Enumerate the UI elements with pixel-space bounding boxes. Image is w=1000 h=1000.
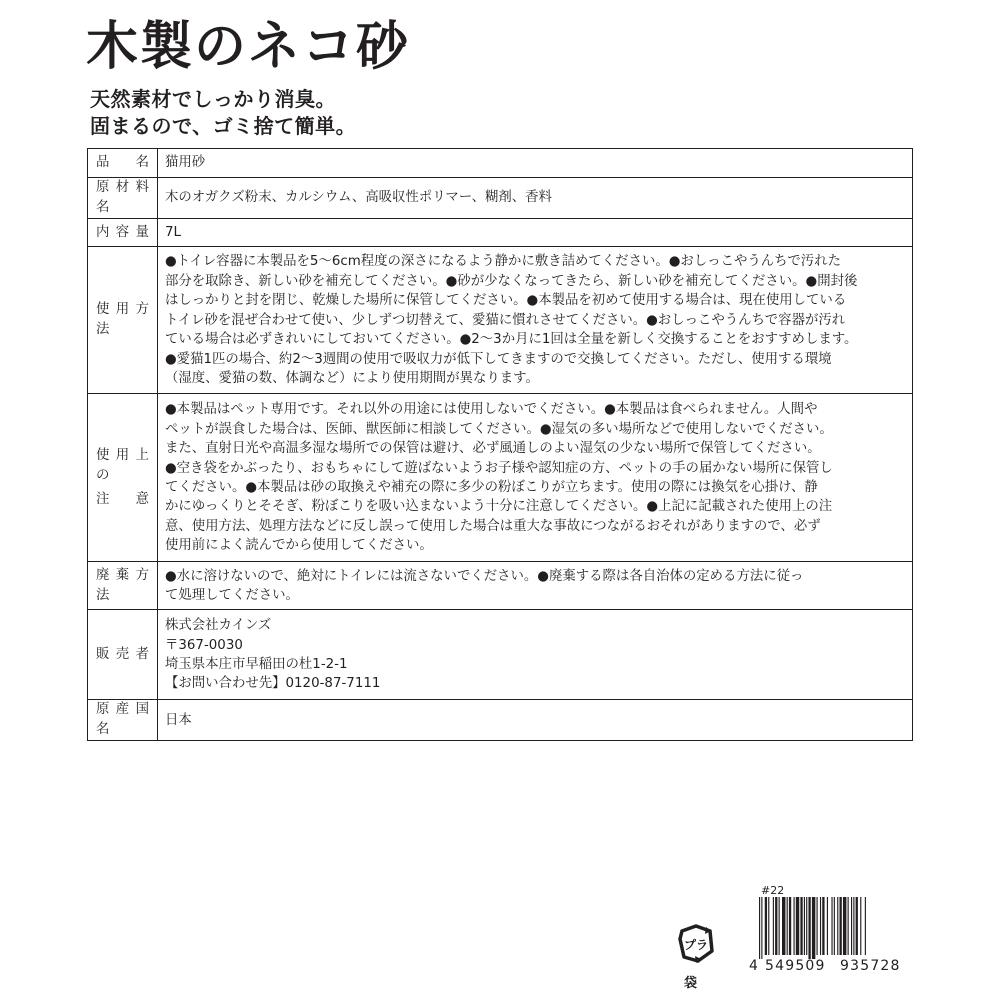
barcode-digit-lead: 4 — [749, 958, 760, 974]
barcode-bar — [796, 897, 799, 955]
barcode-digits-left: 549509 — [765, 958, 826, 974]
seller-address: 埼玉県本庄市早稲田の杜1-2-1 — [165, 656, 348, 672]
barcode-bar — [856, 897, 858, 955]
usage-line: （湿度、愛猫の数、体調など）により使用期間が異なります。 — [165, 370, 539, 386]
barcode-bar — [853, 897, 854, 955]
barcode-bar — [837, 897, 838, 955]
barcode-bar — [759, 897, 760, 959]
barcode-bar — [831, 897, 832, 955]
usage-line: 部分を取除き、新しい砂を補充してください。●砂が少なくなってきたら、新しい砂を補充してください。●開封後 — [165, 273, 858, 289]
product-title: 木製のネコ砂 — [86, 17, 411, 77]
spec-row-disposal — [88, 562, 913, 610]
spec-row-materials — [88, 178, 913, 219]
usage-line: ●トイレ容器に本製品を5〜6cm程度の深さになるよう静かに敷き詰めてください。●おしっこやうんちで汚れた — [165, 254, 841, 270]
caution-label-line-2: 注意 — [96, 491, 149, 507]
barcode-bar — [782, 897, 785, 955]
barcode-bar — [860, 897, 861, 955]
caution-line: ●空き袋をかぶったり、おもちゃにして遊ばないようお子様や認知症の方、ペットの手の届かない場所に保管し — [165, 460, 833, 476]
spec-row-caution — [88, 394, 913, 562]
caution-line: ●本製品はペット専用です。それ以外の用途には使用しないでください。●本製品は食べられません。人間や — [165, 402, 818, 418]
barcode-digits-right: 935728 — [840, 958, 901, 974]
spec-row-content — [88, 219, 913, 247]
spec-label-materials: 原材料名 — [88, 178, 158, 219]
spec-label-usage: 使用方法 — [88, 247, 158, 394]
barcode-code: #22 — [761, 884, 785, 897]
spec-label-seller: 販売者 — [88, 610, 158, 700]
usage-line: ている場合は必ずきれいにしておいてください。●2〜3か月に1回は全量を新しく交換することをおすすめします。 — [165, 332, 858, 348]
caution-line: 意、使用方法、処理方法などに反し誤って使用した場合は重大な事故につながるおそれがありますので、必ず — [165, 518, 821, 534]
spec-value-usage — [158, 247, 913, 394]
spec-value-content: 7L — [158, 219, 913, 247]
barcode-bar — [808, 897, 810, 959]
spec-value-seller — [158, 610, 913, 700]
disposal-line: て処理してください。 — [165, 587, 299, 603]
barcode-bar — [765, 897, 767, 955]
caution-line: かにゆっくりとそそぎ、粉ぼこりを吸い込まないよう十分に注意してください。●上記に記載された使用上の注 — [165, 499, 833, 515]
caution-line: ペットが誤食した場合は、医師、獣医師に相談してください。●湿気の多い場所などで使用しないでください。 — [165, 421, 833, 437]
spec-value-materials: 木のオガクズ粉末、カルシウム、高吸収性ポリマー、糊剤、香料 — [158, 178, 913, 219]
barcode-bar — [843, 897, 846, 955]
spec-row-usage — [88, 247, 913, 394]
barcode — [757, 897, 913, 959]
spec-value-disposal — [158, 562, 913, 610]
barcode-bar — [804, 897, 805, 955]
seller-contact: 【お問い合わせ先】0120-87-7111 — [165, 676, 381, 692]
spec-value-caution — [158, 394, 913, 562]
spec-row-origin — [88, 700, 913, 741]
spec-label-name: 品名 — [88, 149, 158, 178]
barcode-bar — [800, 897, 802, 955]
barcode-bar — [817, 897, 818, 955]
usage-line: トイレ砂を混ぜ合わせて使い、少しずつ切替えて、愛猫に慣れさせてください。●おしっこやうんちで容器が汚れ — [165, 312, 846, 328]
recycle-label: 袋 — [684, 976, 698, 991]
disposal-line: ●水に溶けないので、絶対にトイレには流さないでください。●廃棄する際は各自治体の定める方法に従っ — [165, 568, 804, 584]
caution-line: 使用前によく読んでから使用してください。 — [165, 538, 433, 554]
spec-label-disposal: 廃棄方法 — [88, 562, 158, 610]
barcode-bar — [834, 897, 835, 955]
barcode-bar — [822, 897, 824, 955]
spec-row-seller — [88, 610, 913, 700]
tagline-deodorize: 天然素材でしっかり消臭。 — [90, 87, 336, 111]
barcode-bar — [794, 897, 795, 955]
spec-label-content: 内容量 — [88, 219, 158, 247]
usage-line: ●愛猫1匹の場合、約2〜3週間の使用で吸収力が低下してきますので交換してください。ただし、使用する環境 — [165, 351, 832, 367]
spec-table — [87, 148, 913, 741]
spec-value-name: 猫用砂 — [158, 149, 913, 178]
barcode-bar — [812, 897, 815, 959]
usage-line: はしっかりと封を閉じ、乾燥した場所に保管してください。●本製品を初めて使用する場合は、現在使用している — [165, 293, 847, 309]
tagline-clumping: 固まるので、ゴミ捨て簡単。 — [90, 114, 357, 138]
spec-label-caution — [88, 394, 158, 562]
spec-label-origin: 原産国名 — [88, 700, 158, 741]
caution-line: てください。●本製品は砂の取換えや補充の際に多少の粉ぼこりが立ちます。使用の際には換気を心掛け、静 — [165, 479, 818, 495]
recycle-mark-text: プラ — [683, 938, 709, 952]
spec-value-origin: 日本 — [158, 700, 913, 741]
barcode-bar — [779, 897, 780, 955]
caution-line: また、直射日光や高温多湿な場所での保管は避け、必ず風通しのよい湿気の少ない場所で保管してください。 — [165, 441, 821, 457]
barcode-bar — [827, 897, 828, 955]
caution-label-line-1: 使用上の — [96, 447, 149, 483]
barcode-bar — [775, 897, 777, 955]
seller-company: 株式会社カインズ — [165, 618, 272, 634]
barcode-bar — [773, 897, 774, 955]
barcode-bar — [848, 897, 849, 955]
seller-postal-code: 〒367-0030 — [165, 637, 243, 653]
barcode-bar — [789, 897, 791, 955]
spec-row-name — [88, 149, 913, 178]
barcode-bar — [820, 897, 821, 955]
barcode-bar — [865, 897, 866, 955]
barcode-bar — [806, 897, 807, 955]
barcode-bar — [840, 897, 842, 955]
barcode-bar — [851, 897, 852, 955]
barcode-bar — [768, 897, 769, 955]
barcode-bar — [761, 897, 762, 959]
barcode-bar — [787, 897, 788, 955]
